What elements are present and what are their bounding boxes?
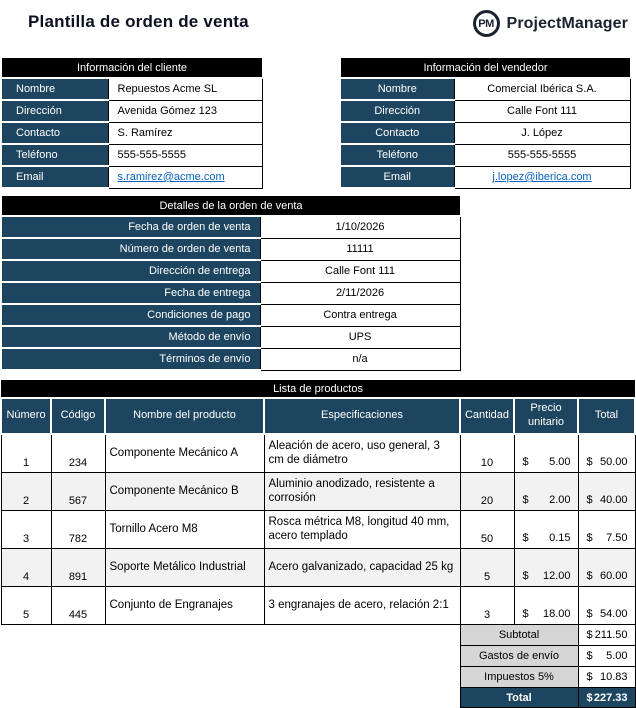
pm-monogram-text: PM	[478, 17, 494, 30]
delivery-date-label: Fecha de entrega	[2, 282, 260, 304]
products-table-title: Lista de productos	[1, 380, 635, 398]
grand-total-row	[1, 688, 635, 708]
shipping-cost-label: Gastos de envío	[460, 646, 578, 667]
table-row	[2, 122, 262, 144]
table-row	[2, 348, 460, 370]
currency-symbol: $	[586, 671, 593, 683]
currency-symbol: $	[522, 608, 529, 620]
product-name: Tornillo Acero M8	[105, 511, 264, 549]
order-date-label: Fecha de orden de venta	[2, 216, 260, 238]
product-unit-price: $ 5.00	[514, 434, 578, 473]
vendor-contact-value: J. López	[454, 122, 630, 144]
product-number: 2	[1, 473, 51, 511]
table-row	[2, 144, 262, 166]
delivery-address-label: Dirección de entrega	[2, 260, 260, 282]
product-row	[1, 549, 635, 587]
product-number: 4	[1, 549, 51, 587]
product-code: 234	[51, 434, 105, 473]
product-specs: Aleación de acero, uso general, 3 cm de diámetro	[264, 434, 460, 473]
currency-symbol: $	[586, 691, 593, 704]
table-row	[2, 260, 460, 282]
product-qty: 10	[460, 434, 514, 473]
product-qty: 20	[460, 473, 514, 511]
product-row	[1, 434, 635, 473]
client-contact-value: S. Ramírez	[108, 122, 262, 144]
col-header-numero: Número	[1, 398, 51, 434]
order-number-label: Número de orden de venta	[2, 238, 260, 260]
currency-symbol: $	[586, 608, 593, 620]
shipping-cost-row	[1, 646, 635, 667]
currency-symbol: $	[586, 456, 593, 468]
order-date-value: 1/10/2026	[260, 216, 460, 238]
product-number: 3	[1, 511, 51, 549]
currency-symbol: $	[586, 629, 593, 641]
product-code: 891	[51, 549, 105, 587]
table-row	[2, 238, 460, 260]
product-unit-price: $ 18.00	[514, 587, 578, 625]
product-total: $ 60.00	[578, 549, 635, 587]
product-qty: 50	[460, 511, 514, 549]
order-details-title: Detalles de la orden de venta	[2, 196, 460, 216]
client-email-label: Email	[2, 166, 108, 188]
delivery-date-value: 2/11/2026	[260, 282, 460, 304]
product-total: $ 40.00	[578, 473, 635, 511]
currency-symbol: $	[586, 494, 593, 506]
client-table-title: Información del cliente	[2, 58, 262, 78]
product-row	[1, 511, 635, 549]
shipping-method-label: Método de envío	[2, 326, 260, 348]
vendor-phone-label: Teléfono	[341, 144, 454, 166]
col-header-codigo: Código	[51, 398, 105, 434]
product-unit-price: $ 0.15	[514, 511, 578, 549]
table-row	[341, 122, 630, 144]
shipping-method-value: UPS	[260, 326, 460, 348]
order-number-value: 11111	[260, 238, 460, 260]
product-name: Conjunto de Engranajes	[105, 587, 264, 625]
vendor-name-label: Nombre	[341, 78, 454, 100]
col-header-nombre: Nombre del producto	[105, 398, 264, 434]
product-qty: 3	[460, 587, 514, 625]
product-unit-price: $ 2.00	[514, 473, 578, 511]
client-contact-label: Contacto	[2, 122, 108, 144]
table-row	[2, 166, 262, 188]
client-name-value: Repuestos Acme SL	[108, 78, 262, 100]
col-header-precio-unitario: Precio unitario	[514, 398, 578, 434]
products-header-row	[1, 398, 635, 434]
currency-symbol: $	[522, 570, 529, 582]
vendor-address-value: Calle Font 111	[454, 100, 630, 122]
page-header	[0, 0, 634, 55]
shipping-cost-value: $ 5.00	[578, 646, 635, 667]
product-number: 1	[1, 434, 51, 473]
table-row	[341, 78, 630, 100]
currency-symbol: $	[586, 570, 593, 582]
product-specs: Rosca métrica M8, longitud 40 mm, acero templado	[264, 511, 460, 549]
pm-monogram-icon	[473, 10, 500, 37]
table-row	[341, 144, 630, 166]
currency-symbol: $	[586, 650, 593, 662]
table-row	[2, 216, 460, 238]
product-code: 445	[51, 587, 105, 625]
client-phone-label: Teléfono	[2, 144, 108, 166]
client-info-table	[2, 58, 263, 189]
product-total: $ 7.50	[578, 511, 635, 549]
product-specs: Aluminio anodizado, resistente a corrosión	[264, 473, 460, 511]
table-row	[2, 78, 262, 100]
client-email-link[interactable]: s.ramirez@acme.com	[117, 171, 225, 183]
table-row	[341, 100, 630, 122]
vendor-email-link[interactable]: j.lopez@iberica.com	[492, 171, 592, 183]
shipping-terms-label: Términos de envío	[2, 348, 260, 370]
subtotal-label: Subtotal	[460, 625, 578, 646]
currency-symbol: $	[522, 456, 529, 468]
product-qty: 5	[460, 549, 514, 587]
vendor-contact-label: Contacto	[341, 122, 454, 144]
tax-row	[1, 667, 635, 688]
delivery-address-value: Calle Font 111	[260, 260, 460, 282]
product-name: Componente Mecánico B	[105, 473, 264, 511]
table-row	[2, 100, 262, 122]
product-row	[1, 587, 635, 625]
tax-value: $ 10.83	[578, 667, 635, 688]
product-code: 567	[51, 473, 105, 511]
vendor-info-table	[341, 58, 631, 189]
client-address-value: Avenida Gómez 123	[108, 100, 262, 122]
payment-terms-label: Condiciones de pago	[2, 304, 260, 326]
shipping-terms-value: n/a	[260, 348, 460, 370]
vendor-phone-value: 555-555-5555	[454, 144, 630, 166]
currency-symbol: $	[522, 494, 529, 506]
subtotal-row	[1, 625, 635, 646]
col-header-especificaciones: Especificaciones	[264, 398, 460, 434]
projectmanager-logo	[473, 10, 628, 37]
product-unit-price: $ 12.00	[514, 549, 578, 587]
product-name: Componente Mecánico A	[105, 434, 264, 473]
grand-total-value: $ 227.33	[578, 688, 635, 708]
table-row	[2, 282, 460, 304]
table-row	[2, 304, 460, 326]
page-title: Plantilla de orden de venta	[28, 12, 249, 31]
col-header-total: Total	[578, 398, 635, 434]
payment-terms-value: Contra entrega	[260, 304, 460, 326]
product-specs: 3 engranajes de acero, relación 2:1	[264, 587, 460, 625]
products-table	[0, 380, 636, 708]
order-details-table	[2, 196, 461, 371]
vendor-table-title: Información del vendedor	[341, 58, 630, 78]
product-specs: Acero galvanizado, capacidad 25 kg	[264, 549, 460, 587]
client-address-label: Dirección	[2, 100, 108, 122]
client-name-label: Nombre	[2, 78, 108, 100]
currency-symbol: $	[522, 532, 529, 544]
client-phone-value: 555-555-5555	[108, 144, 262, 166]
product-total: $ 54.00	[578, 587, 635, 625]
vendor-address-label: Dirección	[341, 100, 454, 122]
subtotal-value: $ 211.50	[578, 625, 635, 646]
table-row	[341, 166, 630, 188]
brand-name: ProjectManager	[506, 14, 628, 32]
product-total: $ 50.00	[578, 434, 635, 473]
col-header-cantidad: Cantidad	[460, 398, 514, 434]
vendor-name-value: Comercial Ibérica S.A.	[454, 78, 630, 100]
product-name: Soporte Metálico Industrial	[105, 549, 264, 587]
grand-total-label: Total	[460, 688, 578, 708]
currency-symbol: $	[586, 532, 593, 544]
tax-label: Impuestos 5%	[460, 667, 578, 688]
vendor-email-label: Email	[341, 166, 454, 188]
product-row	[1, 473, 635, 511]
product-code: 782	[51, 511, 105, 549]
product-number: 5	[1, 587, 51, 625]
table-row	[2, 326, 460, 348]
